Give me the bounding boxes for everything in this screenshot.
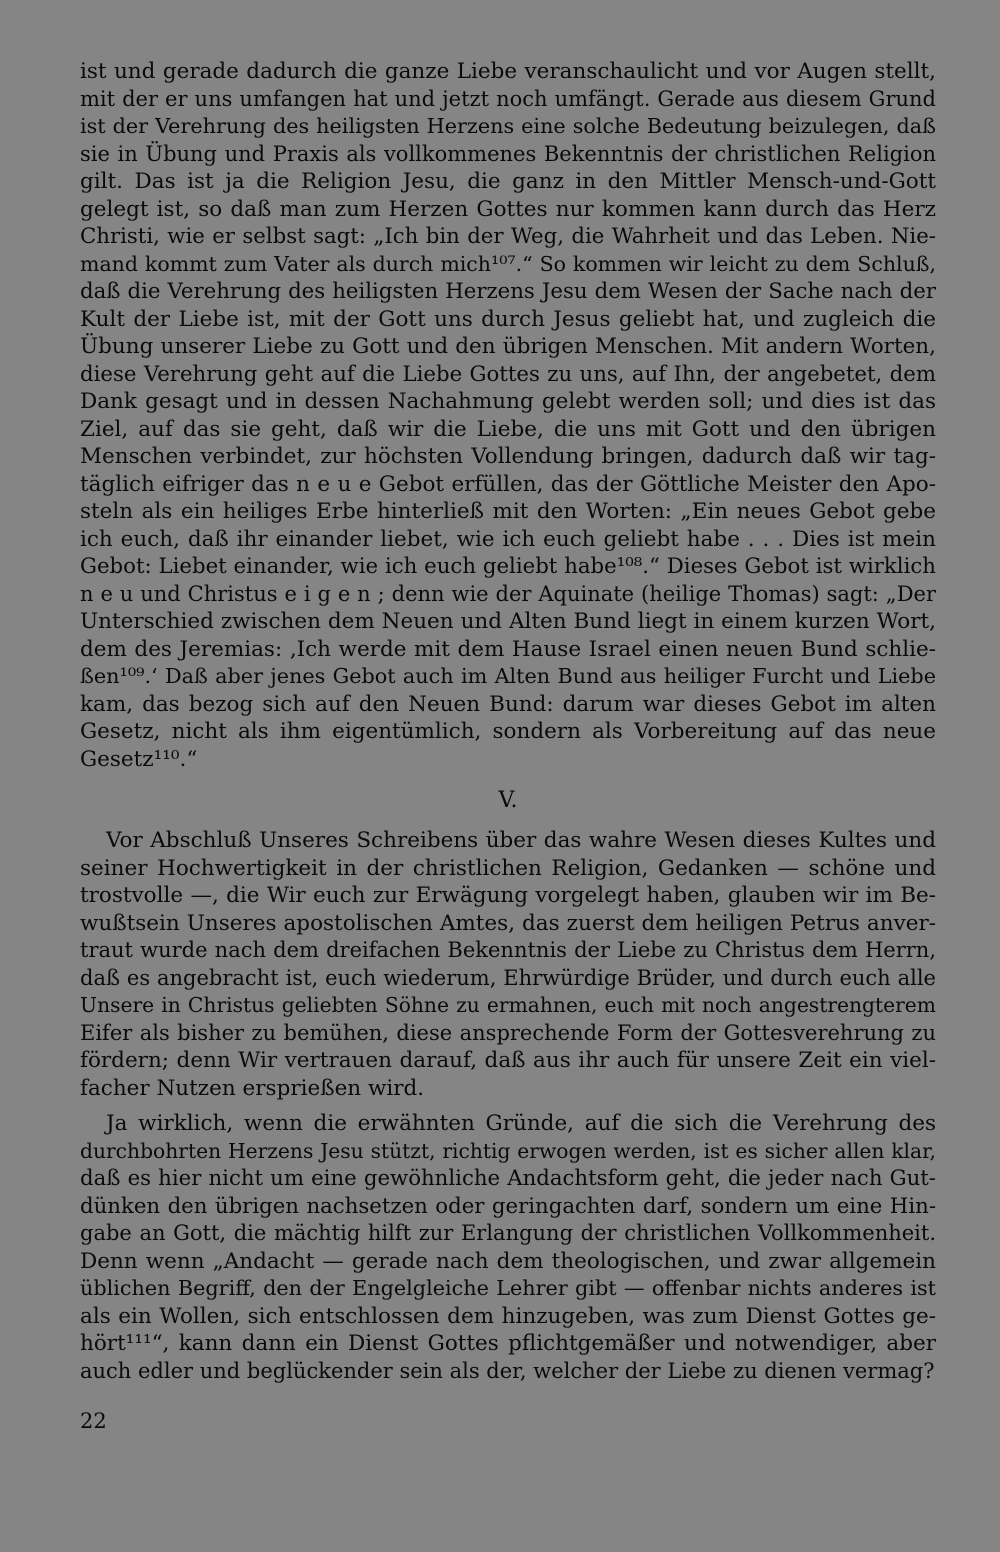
text-line: wußtsein Unseres apostolischen Amtes, das zuerst dem heiligen Petrus anver- [80, 910, 936, 936]
text-line: Denn wenn „Andacht — gerade nach dem theologischen, und zwar allgemein [80, 1248, 936, 1274]
text-line: Ziel, auf das sie geht, daß wir die Liebe, die uns mit Gott und den übrigen [80, 416, 936, 442]
page-number: 22 [80, 1409, 107, 1433]
text-line: daß es angebracht ist, euch wiederum, Ehrwürdige Brüder, und durch euch alle [80, 965, 936, 990]
text-line: n e u und Christus e i g e n ; denn wie der Aquinate (heilige Thomas) sagt: „Der [80, 581, 936, 606]
text-line: Kult der Liebe ist, mit der Gott uns durch Jesus geliebt hat, und zugleich die [80, 306, 936, 332]
text-line: daß die Verehrung des heiligsten Herzens Jesu dem Wesen der Sache nach der [80, 279, 936, 304]
text-line: üblichen Begriff, den der Engelgleiche Lehrer gibt — offenbar nichts anderes ist [80, 1276, 936, 1300]
text-line: steln als ein heiliges Erbe hinterließ mit den Worten: „Ein neues Gebot gebe [80, 499, 936, 524]
text-line: sie in Übung und Praxis als vollkommenes Bekenntnis der christlichen Religion [80, 141, 936, 166]
text-line: Gesetz, nicht als ihm eigentümlich, sondern als Vorbereitung auf das neue [80, 719, 936, 744]
text-line: Dank gesagt und in dessen Nachahmung gelebt werden soll; und dies ist das [80, 389, 936, 414]
text-line: durchbohrten Herzens Jesu stützt, richtig erwogen werden, ist es sicher allen klar, [80, 1138, 936, 1163]
text-line: täglich eifriger das n e u e Gebot erfüllen, das der Göttliche Meister den Apo- [80, 471, 936, 497]
text-line: diese Verehrung geht auf die Liebe Gottes zu uns, auf Ihn, der angebetet, dem [80, 361, 936, 387]
text-line: ßen¹⁰⁹.‘ Daß aber jenes Gebot auch im Alten Bund aus heiliger Furcht und Liebe [80, 664, 936, 688]
text-line: gabe an Gott, die mächtig hilft zur Erlangung der christlichen Vollkommenheit. [80, 1221, 936, 1245]
text-line: Christi, wie er selbst sagt: „Ich bin der Weg, die Wahrheit und das Leben. Nie- [80, 224, 936, 249]
section-heading: V. [498, 788, 518, 813]
text-line: seiner Hochwertigkeit in der christlichen Religion, Gedanken — schöne und [80, 855, 936, 881]
text-line: gelegt ist, so daß man zum Herzen Gottes nur kommen kann durch das Herz [80, 196, 936, 222]
page-body [80, 58, 936, 1385]
text-line: Ja wirklich, wenn die erwähnten Gründe, auf die sich die Verehrung des [106, 1111, 936, 1136]
text-line: Menschen verbindet, zur höchsten Vollendung bringen, dadurch daß wir tag- [80, 444, 936, 469]
text-line: auch edler und beglückender sein als der, welcher der Liebe zu dienen vermag? [80, 1358, 935, 1383]
text-line: gilt. Das ist ja die Religion Jesu, die ganz in den Mittler Mensch-und-Gott [80, 169, 936, 194]
text-line: ist der Verehrung des heiligsten Herzens eine solche Bedeutung beizulegen, daß [80, 114, 936, 138]
paragraph-1 [80, 58, 936, 773]
text-line: als ein Wollen, sich entschlossen dem hinzugeben, was zum Dienst Gottes ge- [80, 1303, 936, 1329]
text-line: trostvolle —, die Wir euch zur Erwägung vorgelegt haben, glauben wir im Be- [80, 883, 936, 908]
text-line: Eifer als bisher zu bemühen, diese ansprechende Form der Gottesverehrung zu [80, 1020, 936, 1045]
text-line: fördern; denn Wir vertrauen darauf, daß aus ihr auch für unsere Zeit ein viel- [80, 1048, 936, 1073]
text-line: ist und gerade dadurch die ganze Liebe veranschaulicht und vor Augen stellt, [80, 59, 936, 84]
text-line: Gebot: Liebet einander, wie ich euch geliebt habe¹⁰⁸.“ Dieses Gebot ist wirklich [80, 554, 936, 579]
text-line: Gesetz¹¹⁰.“ [80, 746, 198, 772]
text-line: traut wurde nach dem dreifachen Bekenntnis der Liebe zu Christus dem Herrn, [80, 938, 936, 962]
text-line: mand kommt zum Vater als durch mich¹⁰⁷.“ So kommen wir leicht zu dem Schluß, [80, 251, 936, 276]
text-line: Unterschied zwischen dem Neuen und Alten Bund liegt in einem kurzen Wort, [80, 609, 936, 634]
text-line: daß es hier nicht um eine gewöhnliche Andachtsform geht, die jeder nach Gut- [80, 1166, 936, 1191]
text-line: facher Nutzen ersprießen wird. [80, 1075, 425, 1101]
text-line: dünken den übrigen nachsetzen oder geringachten darf, sondern um eine Hin- [80, 1193, 936, 1219]
text-line: Übung unserer Liebe zu Gott und den übrigen Menschen. Mit andern Worten, [80, 334, 936, 359]
text-line: Unsere in Christus geliebten Söhne zu ermahnen, euch mit noch angestrengterem [80, 993, 936, 1017]
paragraph-3 [80, 1110, 936, 1385]
paragraph-2 [80, 827, 936, 1102]
text-line: hört¹¹¹“, kann dann ein Dienst Gottes pflichtgemäßer und notwendiger, aber [80, 1331, 936, 1356]
text-line: mit der er uns umfangen hat und jetzt noch umfängt. Gerade aus diesem Grund [80, 86, 936, 111]
text-line: ich euch, daß ihr einander liebet, wie ich euch geliebt habe . . . Dies ist mein [80, 526, 936, 552]
text-line: Vor Abschluß Unseres Schreibens über das wahre Wesen dieses Kultes und [106, 828, 936, 853]
text-line: kam, das bezog sich auf den Neuen Bund: darum war dieses Gebot im alten [80, 691, 936, 717]
text-line: dem des Jeremias: ‚Ich werde mit dem Hause Israel einen neuen Bund schlie- [80, 636, 936, 662]
